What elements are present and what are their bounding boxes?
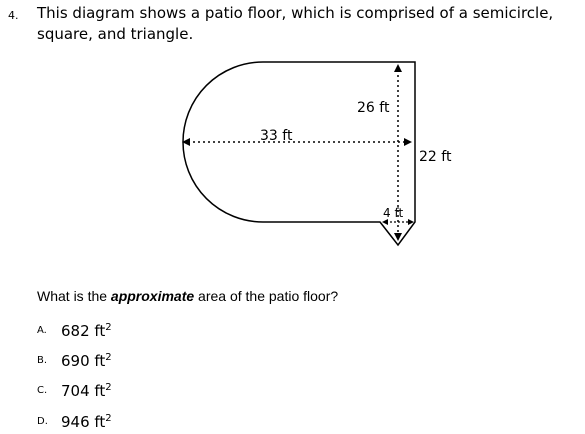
choice-b[interactable] xyxy=(0,349,200,373)
choice-c[interactable] xyxy=(0,379,200,403)
height-arrow-top xyxy=(394,64,402,72)
diameter-arrow-right xyxy=(404,138,412,146)
choice-value xyxy=(61,413,112,431)
question-prompt xyxy=(37,288,338,304)
choice-value xyxy=(61,352,112,370)
label-33-ft: 33 ft xyxy=(260,128,293,144)
choice-exponent: 2 xyxy=(105,413,112,424)
height-arrow-bottom xyxy=(394,233,402,241)
choice-value-text: 690 ft xyxy=(61,352,106,370)
choice-exponent: 2 xyxy=(105,382,112,393)
choice-value xyxy=(61,322,112,340)
choice-letter: A. xyxy=(37,325,47,336)
prompt-before: What is the xyxy=(37,288,111,304)
label-4-ft: 4 ft xyxy=(383,206,404,220)
question-text: This diagram shows a patio floor, which is comprised of a semicircle, square, and triangle. xyxy=(37,4,554,43)
choice-letter: C. xyxy=(37,385,48,396)
label-26-ft: 26 ft xyxy=(357,100,390,116)
question-number: 4. xyxy=(8,9,19,22)
choice-d[interactable] xyxy=(0,410,200,434)
choice-letter: B. xyxy=(37,355,48,366)
prompt-after: area of the patio floor? xyxy=(194,288,339,304)
choice-a[interactable] xyxy=(0,319,200,343)
choice-exponent: 2 xyxy=(105,322,112,333)
choice-value xyxy=(61,382,112,400)
patio-outline xyxy=(183,62,415,245)
choice-value-text: 946 ft xyxy=(61,413,106,431)
choice-value-text: 682 ft xyxy=(61,322,106,340)
prompt-emphasis: approximate xyxy=(110,288,195,304)
choice-exponent: 2 xyxy=(105,352,112,363)
choice-value-text: 704 ft xyxy=(61,382,106,400)
choice-letter: D. xyxy=(37,416,48,427)
label-22-ft: 22 ft xyxy=(419,149,452,165)
